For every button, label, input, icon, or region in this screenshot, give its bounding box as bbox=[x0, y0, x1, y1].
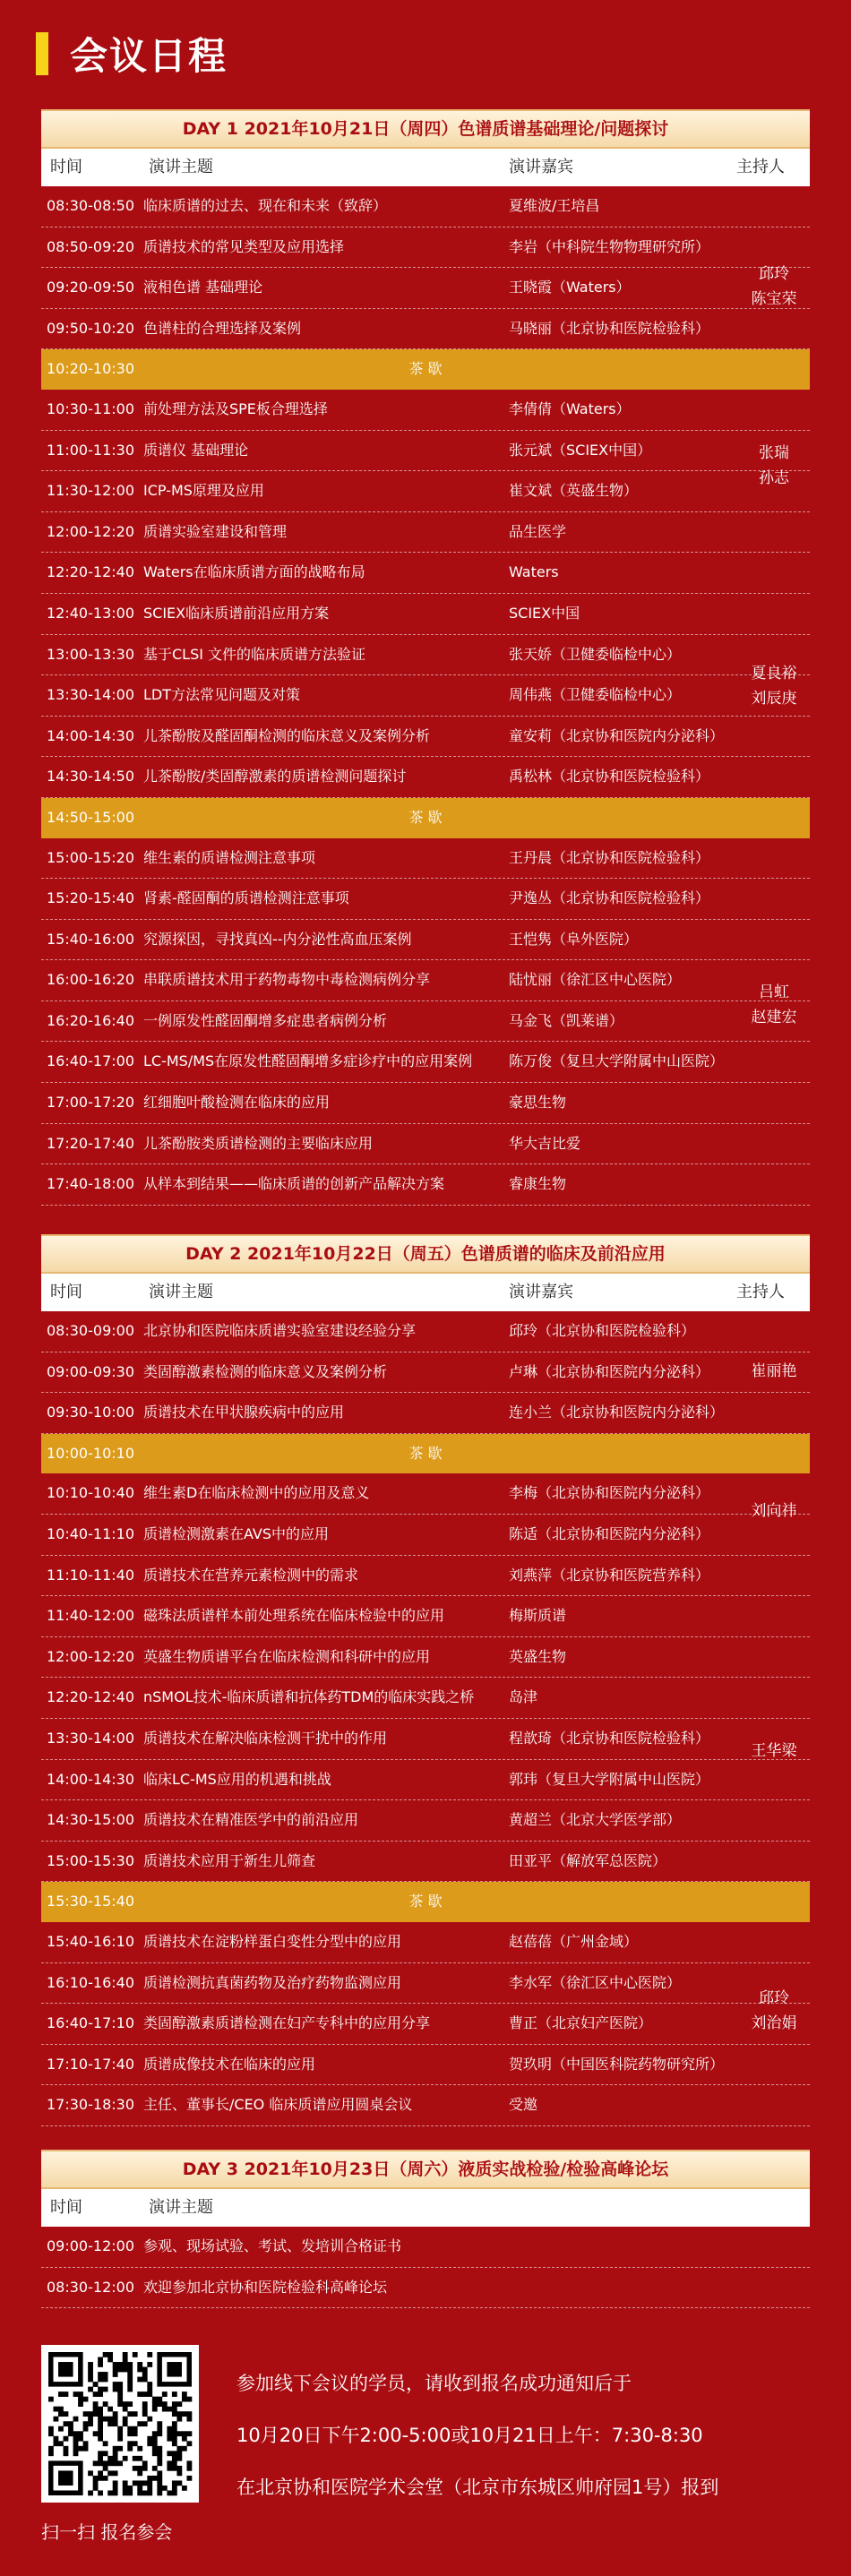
schedule-row bbox=[41, 390, 810, 431]
schedule-row bbox=[41, 228, 810, 269]
host-cell bbox=[738, 980, 810, 1030]
row-topic: 红细胞叶酸检测在临床的应用 bbox=[143, 1094, 331, 1112]
row-time: 13:00-13:30 bbox=[47, 645, 134, 663]
qr-caption: 扫一扫 报名参会 bbox=[41, 2521, 173, 2543]
row-speaker: 尹逸丛（北京协和医院检验科） bbox=[509, 889, 710, 907]
schedule-row bbox=[41, 2227, 810, 2268]
host-name: 刘向祎 bbox=[751, 1502, 797, 1520]
row-topic: 究源探因，寻找真凶--内分泌性高血压案例 bbox=[143, 930, 412, 948]
host-name: 邱玲 bbox=[759, 264, 789, 283]
row-time: 17:30-18:30 bbox=[47, 2096, 134, 2114]
schedule-row bbox=[41, 431, 810, 472]
row-speaker: 郭玮（复旦大学附属中山医院） bbox=[509, 1770, 710, 1788]
row-time: 11:40-12:00 bbox=[47, 1607, 134, 1625]
row-topic: 质谱技术应用于新生儿筛查 bbox=[143, 1851, 316, 1869]
host-name: 张瑞 bbox=[759, 444, 789, 463]
col-speaker: 演讲嘉宾 bbox=[509, 158, 573, 176]
break-label: 茶 歇 bbox=[408, 360, 443, 378]
schedule-row bbox=[41, 553, 810, 594]
row-time: 09:00-09:30 bbox=[47, 1362, 134, 1380]
schedule-row bbox=[41, 635, 810, 676]
day1-rows bbox=[41, 186, 810, 1206]
row-topic: 质谱技术在解决临床检测干扰中的作用 bbox=[143, 1729, 388, 1747]
row-speaker: 梅斯质谱 bbox=[509, 1607, 567, 1625]
host-cell bbox=[738, 262, 810, 312]
row-time: 16:20-16:40 bbox=[47, 1011, 134, 1029]
row-speaker: 王恺隽（阜外医院） bbox=[509, 930, 639, 948]
row-time: 15:00-15:20 bbox=[47, 848, 134, 866]
host-cell bbox=[738, 1359, 810, 1384]
schedule-row bbox=[41, 920, 810, 961]
host-cell bbox=[738, 1739, 810, 1764]
row-speaker: 李岩（中科院生物物理研究所） bbox=[509, 237, 710, 255]
row-speaker: 马金飞（凯莱谱） bbox=[509, 1011, 624, 1029]
row-time: 12:40-13:00 bbox=[47, 604, 134, 622]
row-time: 09:00-12:00 bbox=[47, 2237, 134, 2254]
day3-section bbox=[41, 2150, 810, 2308]
row-speaker: 赵蓓蓓（广州金域） bbox=[509, 1932, 639, 1950]
row-time: 10:40-11:10 bbox=[47, 1524, 134, 1542]
schedule-row bbox=[41, 268, 810, 309]
host-name: 孙志 bbox=[759, 469, 789, 488]
row-topic: 儿茶酚胺/类固醇激素的质谱检测问题探讨 bbox=[143, 768, 407, 786]
schedule-row bbox=[41, 512, 810, 554]
row-speaker: 岛津 bbox=[509, 1688, 538, 1706]
schedule-row bbox=[41, 1124, 810, 1165]
schedule-row bbox=[41, 1922, 810, 1963]
row-time: 17:20-17:40 bbox=[47, 1134, 134, 1152]
row-time: 09:30-10:00 bbox=[47, 1404, 134, 1421]
schedule-row bbox=[41, 1596, 810, 1637]
row-topic: 英盛生物质谱平台在临床检测和科研中的应用 bbox=[143, 1647, 431, 1665]
row-speaker: 受邀 bbox=[509, 2096, 538, 2114]
schedule-row bbox=[41, 757, 810, 798]
row-time: 08:30-08:50 bbox=[47, 197, 134, 214]
row-time: 15:30-15:40 bbox=[47, 1893, 134, 1911]
notice-line: 参加线下会议的学员，请收到报名成功通知后于 bbox=[236, 2373, 632, 2394]
row-time: 16:10-16:40 bbox=[47, 1973, 134, 1991]
row-topic: 质谱成像技术在临床的应用 bbox=[143, 2055, 316, 2073]
row-speaker: 夏维波/王培昌 bbox=[509, 197, 600, 214]
row-speaker: 周伟燕（卫健委临检中心） bbox=[509, 686, 682, 704]
row-time: 13:30-14:00 bbox=[47, 1729, 134, 1747]
row-speaker: 华大吉比爱 bbox=[509, 1134, 581, 1152]
row-time: 08:30-12:00 bbox=[47, 2278, 134, 2296]
row-speaker: 睿康生物 bbox=[509, 1175, 567, 1193]
row-topic: 一例原发性醛固酮增多症患者病例分析 bbox=[143, 1011, 388, 1029]
row-speaker: 刘燕萍（北京协和医院营养科） bbox=[509, 1566, 710, 1584]
row-speaker: 禹松林（北京协和医院检验科） bbox=[509, 768, 710, 786]
row-topic: 北京协和医院临床质谱实验室建设经验分享 bbox=[143, 1322, 417, 1339]
schedule-row bbox=[41, 1719, 810, 1760]
col-time: 时间 bbox=[50, 2198, 82, 2217]
row-topic: 肾素-醛固酮的质谱检测注意事项 bbox=[143, 889, 349, 907]
host-cell bbox=[738, 1498, 810, 1524]
break-label: 茶 歇 bbox=[408, 808, 443, 826]
break-label: 茶 歇 bbox=[408, 1893, 443, 1911]
row-time: 15:40-16:10 bbox=[47, 1932, 134, 1950]
row-topic: 参观、现场试验、考试、发培训合格证书 bbox=[143, 2237, 402, 2254]
schedule-row bbox=[41, 1164, 810, 1206]
host-cell bbox=[738, 1986, 810, 2036]
break-row bbox=[41, 1882, 810, 1922]
row-speaker: 王晓霞（Waters） bbox=[509, 279, 631, 296]
row-time: 12:00-12:20 bbox=[47, 522, 134, 540]
schedule-row bbox=[41, 1678, 810, 1719]
schedule-row bbox=[41, 1393, 810, 1434]
schedule-row bbox=[41, 1001, 810, 1043]
row-speaker: 陈万俊（复旦大学附属中山医院） bbox=[509, 1052, 725, 1070]
row-time: 12:00-12:20 bbox=[47, 1647, 134, 1665]
row-time: 14:50-15:00 bbox=[47, 808, 134, 826]
row-topic: 质谱技术在营养元素检测中的需求 bbox=[143, 1566, 359, 1584]
row-time: 08:30-09:00 bbox=[47, 1322, 134, 1339]
row-time: 16:40-17:10 bbox=[47, 2014, 134, 2032]
row-speaker: 卢琳（北京协和医院内分泌科） bbox=[509, 1362, 710, 1380]
row-time: 14:00-14:30 bbox=[47, 1770, 134, 1788]
schedule-row bbox=[41, 1083, 810, 1124]
schedule-row bbox=[41, 2045, 810, 2086]
row-topic: 质谱实验室建设和管理 bbox=[143, 522, 288, 540]
col-host: 主持人 bbox=[736, 158, 785, 176]
row-time: 10:30-11:00 bbox=[47, 399, 134, 417]
schedule-row bbox=[41, 2268, 810, 2309]
schedule-row bbox=[41, 1311, 810, 1352]
row-topic: 质谱技术在淀粉样蛋白变性分型中的应用 bbox=[143, 1932, 402, 1950]
row-topic: 临床LC-MS应用的机遇和挑战 bbox=[143, 1770, 331, 1788]
row-topic: 质谱技术在精准医学中的前沿应用 bbox=[143, 1811, 359, 1829]
row-time: 11:10-11:40 bbox=[47, 1566, 134, 1584]
row-speaker: 李梅（北京协和医院内分泌科） bbox=[509, 1484, 710, 1502]
day3-column-header bbox=[41, 2189, 810, 2227]
row-time: 15:00-15:30 bbox=[47, 1851, 134, 1869]
row-speaker: 黄超兰（北京大学医学部） bbox=[509, 1811, 682, 1829]
row-time: 16:40-17:00 bbox=[47, 1052, 134, 1070]
registration-notice bbox=[236, 2357, 718, 2513]
row-time: 08:50-09:20 bbox=[47, 237, 134, 255]
col-host: 主持人 bbox=[736, 1283, 785, 1301]
row-topic: 质谱技术在甲状腺疾病中的应用 bbox=[143, 1404, 345, 1421]
break-row bbox=[41, 1434, 810, 1474]
row-speaker: SCIEX中国 bbox=[509, 604, 580, 622]
row-topic: 类固醇激素检测的临床意义及案例分析 bbox=[143, 1362, 388, 1380]
row-speaker: 陈适（北京协和医院内分泌科） bbox=[509, 1524, 710, 1542]
day2-column-header bbox=[41, 1274, 810, 1311]
row-time: 10:00-10:10 bbox=[47, 1444, 134, 1462]
schedule-row bbox=[41, 471, 810, 512]
host-name: 陈宝荣 bbox=[751, 289, 797, 308]
row-speaker: 王丹晨（北京协和医院检验科） bbox=[509, 848, 710, 866]
row-speaker: 邱玲（北京协和医院检验科） bbox=[509, 1322, 696, 1339]
title-accent-bar bbox=[36, 32, 48, 75]
row-speaker: 连小兰（北京协和医院内分泌科） bbox=[509, 1404, 725, 1421]
day2-section bbox=[41, 1234, 810, 2126]
schedule-row bbox=[41, 1352, 810, 1394]
row-topic: 类固醇激素质谱检测在妇产专科中的应用分享 bbox=[143, 2014, 431, 2032]
schedule-row bbox=[41, 1637, 810, 1679]
row-time: 17:40-18:00 bbox=[47, 1175, 134, 1193]
schedule-row bbox=[41, 960, 810, 1001]
schedule-row bbox=[41, 309, 810, 350]
row-topic: 质谱检测抗真菌药物及治疗药物监测应用 bbox=[143, 1973, 402, 1991]
schedule-row bbox=[41, 1042, 810, 1083]
host-name: 邱玲 bbox=[759, 1988, 789, 2007]
schedule-row bbox=[41, 594, 810, 635]
row-topic: 质谱仪 基础理论 bbox=[143, 441, 249, 459]
qr-code[interactable] bbox=[41, 2345, 199, 2503]
row-time: 10:10-10:40 bbox=[47, 1484, 134, 1502]
row-time: 14:30-15:00 bbox=[47, 1811, 134, 1829]
host-name: 崔丽艳 bbox=[751, 1361, 797, 1380]
row-topic: 色谱柱的合理选择及案例 bbox=[143, 319, 302, 337]
row-time: 15:20-15:40 bbox=[47, 889, 134, 907]
day1-section bbox=[41, 109, 810, 1206]
break-row bbox=[41, 798, 810, 838]
page-header bbox=[36, 27, 228, 81]
row-speaker: 马晓丽（北京协和医院检验科） bbox=[509, 319, 710, 337]
schedule-row bbox=[41, 879, 810, 920]
schedule-row bbox=[41, 838, 810, 880]
col-speaker: 演讲嘉宾 bbox=[509, 1283, 573, 1301]
schedule-row bbox=[41, 1760, 810, 1801]
row-topic: 儿茶酚胺类质谱检测的主要临床应用 bbox=[143, 1134, 374, 1152]
host-name: 赵建宏 bbox=[751, 1009, 797, 1027]
row-topic: 维生素D在临床检测中的应用及意义 bbox=[143, 1484, 370, 1502]
day3-title: DAY 3 2021年10月23日（周六）液质实战检验/检验高峰论坛 bbox=[41, 2150, 810, 2189]
schedule-row bbox=[41, 1515, 810, 1556]
schedule-row bbox=[41, 1473, 810, 1515]
row-speaker: 张天娇（卫健委临检中心） bbox=[509, 645, 682, 663]
page-title: 会议日程 bbox=[70, 34, 228, 78]
col-topic: 演讲主题 bbox=[149, 2198, 213, 2217]
host-name: 夏良裕 bbox=[751, 664, 797, 683]
row-topic: nSMOL技术-临床质谱和抗体药TDM的临床实践之桥 bbox=[143, 1688, 475, 1706]
row-speaker: Waters bbox=[509, 563, 559, 581]
row-time: 10:20-10:30 bbox=[47, 360, 134, 378]
day2-title: DAY 2 2021年10月22日（周五）色谱质谱的临床及前沿应用 bbox=[41, 1234, 810, 1274]
row-topic: 质谱技术的常见类型及应用选择 bbox=[143, 237, 345, 255]
row-time: 11:00-11:30 bbox=[47, 441, 134, 459]
host-name: 刘治娟 bbox=[751, 2014, 797, 2032]
row-time: 09:20-09:50 bbox=[47, 279, 134, 296]
row-topic: 维生素的质谱检测注意事项 bbox=[143, 848, 316, 866]
row-speaker: 田亚平（解放军总医院） bbox=[509, 1851, 667, 1869]
row-topic: Waters在临床质谱方面的战略布局 bbox=[143, 563, 365, 581]
schedule-row bbox=[41, 1556, 810, 1597]
break-row bbox=[41, 349, 810, 390]
row-time: 16:00-16:20 bbox=[47, 971, 134, 989]
row-speaker: 崔文斌（英盛生物） bbox=[509, 482, 639, 500]
schedule-row bbox=[41, 1842, 810, 1883]
row-topic: LDT方法常见问题及对策 bbox=[143, 686, 301, 704]
row-time: 15:40-16:00 bbox=[47, 930, 134, 948]
day3-rows bbox=[41, 2227, 810, 2308]
day1-title: DAY 1 2021年10月21日（周四）色谱质谱基础理论/问题探讨 bbox=[41, 109, 810, 149]
row-topic: SCIEX临床质谱前沿应用方案 bbox=[143, 604, 330, 622]
row-topic: 临床质谱的过去、现在和未来（致辞） bbox=[143, 197, 388, 214]
day1-column-header bbox=[41, 149, 810, 186]
row-speaker: 陆忧丽（徐汇区中心医院） bbox=[509, 971, 682, 989]
row-speaker: 曹正（北京妇产医院） bbox=[509, 2014, 653, 2032]
row-topic: 从样本到结果——临床质谱的创新产品解决方案 bbox=[143, 1175, 445, 1193]
row-topic: 基于CLSI 文件的临床质谱方法验证 bbox=[143, 645, 366, 663]
registration-section bbox=[41, 2345, 810, 2551]
row-time: 14:30-14:50 bbox=[47, 768, 134, 786]
col-time: 时间 bbox=[50, 1283, 82, 1301]
host-cell bbox=[738, 441, 810, 491]
row-time: 17:00-17:20 bbox=[47, 1094, 134, 1112]
row-speaker: 李水军（徐汇区中心医院） bbox=[509, 1973, 682, 1991]
day2-rows bbox=[41, 1311, 810, 2126]
schedule-row bbox=[41, 1963, 810, 2005]
notice-line: 10月20日下午2:00-5:00或10月21日上午：7:30-8:30 bbox=[236, 2425, 703, 2446]
row-speaker: 英盛生物 bbox=[509, 1647, 567, 1665]
col-topic: 演讲主题 bbox=[149, 158, 213, 176]
row-topic: 串联质谱技术用于药物毒物中毒检测病例分享 bbox=[143, 971, 431, 989]
row-time: 17:10-17:40 bbox=[47, 2055, 134, 2073]
row-topic: 质谱检测激素在AVS中的应用 bbox=[143, 1524, 330, 1542]
host-name: 吕虹 bbox=[759, 983, 789, 1002]
row-topic: 儿茶酚胺及醛固酮检测的临床意义及案例分析 bbox=[143, 726, 431, 744]
schedule-row bbox=[41, 2004, 810, 2045]
row-topic: 欢迎参加北京协和医院检验科高峰论坛 bbox=[143, 2278, 388, 2296]
break-label: 茶 歇 bbox=[408, 1444, 443, 1462]
schedule-row bbox=[41, 1800, 810, 1842]
col-topic: 演讲主题 bbox=[149, 1283, 213, 1301]
row-speaker: 豪思生物 bbox=[509, 1094, 567, 1112]
row-speaker: 童安莉（北京协和医院内分泌科） bbox=[509, 726, 725, 744]
schedule-row bbox=[41, 675, 810, 717]
schedule-row bbox=[41, 717, 810, 758]
row-time: 11:30-12:00 bbox=[47, 482, 134, 500]
row-time: 09:50-10:20 bbox=[47, 319, 134, 337]
col-time: 时间 bbox=[50, 158, 82, 176]
schedule-row bbox=[41, 2085, 810, 2126]
row-time: 12:20-12:40 bbox=[47, 563, 134, 581]
row-speaker: 程歆琦（北京协和医院检验科） bbox=[509, 1729, 710, 1747]
row-speaker: 李倩倩（Waters） bbox=[509, 399, 631, 417]
host-name: 刘辰庚 bbox=[751, 689, 797, 708]
host-cell bbox=[738, 661, 810, 711]
row-speaker: 张元斌（SCIEX中国） bbox=[509, 441, 652, 459]
row-topic: LC-MS/MS在原发性醛固酮增多症诊疗中的应用案例 bbox=[143, 1052, 473, 1070]
row-speaker: 贺玖明（中国医科院药物研究所） bbox=[509, 2055, 725, 2073]
host-name: 王华梁 bbox=[751, 1741, 797, 1760]
row-topic: 主任、董事长/CEO 临床质谱应用圆桌会议 bbox=[143, 2096, 413, 2114]
row-time: 12:20-12:40 bbox=[47, 1688, 134, 1706]
row-topic: 液相色谱 基础理论 bbox=[143, 279, 263, 296]
schedule-row bbox=[41, 186, 810, 228]
row-time: 14:00-14:30 bbox=[47, 726, 134, 744]
row-topic: 磁珠法质谱样本前处理系统在临床检验中的应用 bbox=[143, 1607, 445, 1625]
notice-line: 在北京协和医院学术会堂（北京市东城区帅府园1号）报到 bbox=[236, 2477, 719, 2498]
row-topic: ICP-MS原理及应用 bbox=[143, 482, 264, 500]
row-topic: 前处理方法及SPE板合理选择 bbox=[143, 399, 328, 417]
row-speaker: 品生医学 bbox=[509, 522, 567, 540]
row-time: 13:30-14:00 bbox=[47, 686, 134, 704]
